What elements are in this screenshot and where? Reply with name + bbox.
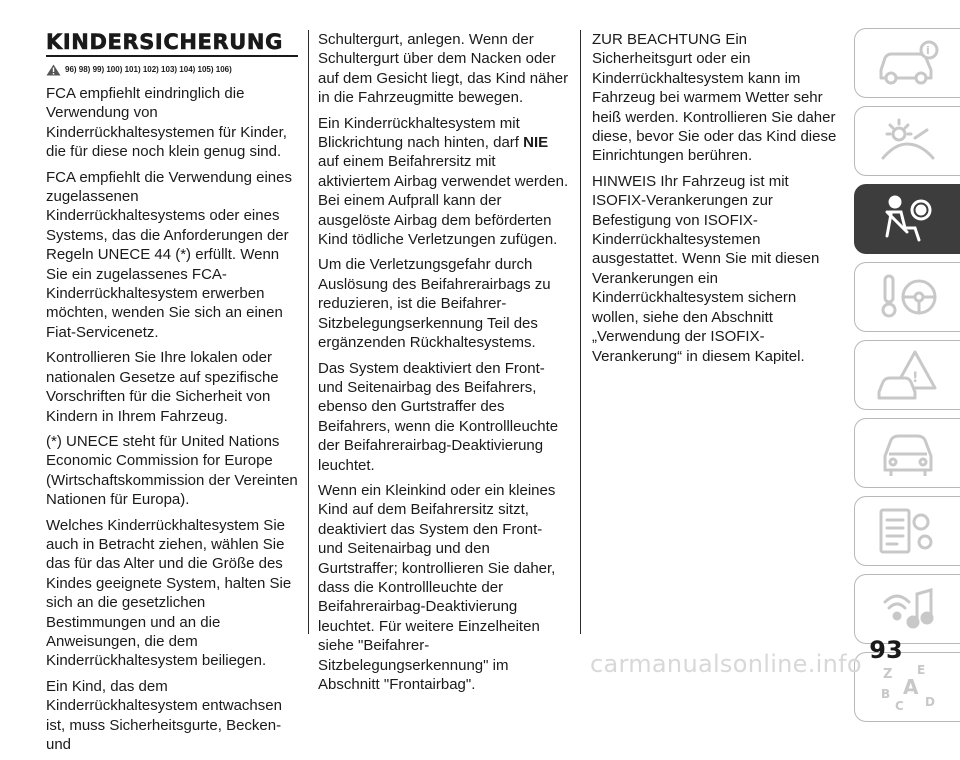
svg-text:i: i (925, 44, 930, 57)
multimedia-music-icon (875, 582, 941, 636)
tab-multimedia[interactable] (854, 574, 960, 644)
column-3 (592, 30, 842, 372)
column-divider (308, 30, 309, 634)
watermark: carmanualsonline.info (590, 650, 862, 678)
tab-starting-driving[interactable] (854, 262, 960, 332)
paragraph: Schultergurt, anlegen. Wenn der Schultergurt über dem Nacken oder auf dem Gesicht liegt, das Kind näher in die Fahrzeugmitte bewegen. (318, 31, 569, 107)
paragraph: Das System deaktiviert den Front- und Seitenairbag des Beifahrers, ebenso den Gurtstraffer des Beifahrers, wenn die Kontrollleuchte der Beifahrerairbag-Deaktivierung leuchtet. (318, 359, 559, 474)
paragraph: HINWEIS Ihr Fahrzeug ist mit ISOFIX-Verankerungen zur Befestigung von ISOFIX-Kinderrückhaltesystemen ausgestattet. Wenn Sie mit diesen Verankerungen ein Kinderrückhaltesystem sichern wollen, siehe den Abschnitt „Verwendung der ISOFIX-Verankerung“ in diesem Kapitel. (592, 172, 820, 365)
paragraph: FCA empfiehlt eindringlich die Verwendung von Kinderrückhaltesystemen für Kinder, die für diese noch klein genug sind. (46, 85, 287, 161)
svg-text:D: D (924, 695, 935, 709)
paragraph: Ein Kind, das dem Kinderrückhaltesystem entwachsen ist, muss Sicherheitsgurte, Becken- und (46, 677, 282, 753)
paragraph: FCA empfiehlt die Verwendung eines zugelassenen Kinderrückhaltesystems oder eines Systems, das die Anforderungen der Regeln UNECE 44 (*) erfüllt. Wenn Sie ein zugelassenes FCA-Kinderrückhaltesystem erwerben möchten, wenden Sie sich an einen Fiat-Servicenetz. (46, 168, 292, 341)
tab-car-info[interactable] (854, 28, 960, 98)
emphasis-never: NIE (523, 134, 549, 152)
alphabet-index-icon (875, 660, 941, 714)
tab-maintenance[interactable] (854, 418, 960, 488)
tab-dashboard-lights[interactable] (854, 106, 960, 176)
paragraph: Kontrollieren Sie Ihre lokalen oder nationalen Gesetze auf spezifische Vorschriften für die Sicherheit von Kindern in Ihrem Fahrzeug. (46, 349, 279, 425)
paragraph: ZUR BEACHTUNG Ein Sicherheitsgurt oder ein Kinderrückhaltesystem kann im Fahrzeug bei warmem Wetter sehr heiß werden. Kontrollieren Sie daher diese, bevor Sie oder das Kind diese Einrichtungen berühren. (592, 31, 837, 165)
paragraph: (*) UNECE steht für United Nations Economic Commission for Europe (Wirtschaftskommission der Vereinten Nationen für Europa). (46, 432, 298, 509)
title-rule (46, 55, 298, 57)
warning-triangle-car-icon (875, 348, 941, 402)
paragraph (318, 114, 571, 250)
airbag-seatbelt-icon (875, 192, 941, 246)
paragraph: Um die Verletzungsgefahr durch Auslösung des Beifahrerairbags zu reduzieren, ist die Beifahrer-Sitzbelegungserkennung Teil des ergänzenden Rückhaltesystems. (318, 256, 551, 352)
column-divider (580, 30, 581, 634)
car-info-icon (875, 36, 941, 90)
svg-text:A: A (902, 675, 918, 699)
column-2 (318, 30, 571, 700)
car-front-icon (875, 426, 941, 480)
page-number: 93 (869, 636, 903, 664)
column-1 (46, 30, 298, 760)
warning-triangle-icon (46, 64, 61, 76)
tab-emergency[interactable] (854, 340, 960, 410)
dashboard-lights-icon (875, 114, 941, 168)
chapter-tabs (854, 28, 960, 730)
paragraph: Wenn ein Kleinkind oder ein kleines Kind auf dem Beifahrersitz sitzt, deaktiviert das System den Front- und Seitenairbag und den Gurtstraffer; kontrollieren Sie daher, dass die Kontrollleuchte der Beifahrerairbag-Deaktivierung leuchtet. Für weitere Einzelheiten siehe "Beifahrer-Sitzbelegungserkennung" im Abschnitt "Frontairbag". (318, 481, 556, 693)
warning-references (46, 64, 298, 76)
reference-numbers: 96) 98) 99) 100) 101) 102) 103) 104) 105) 106) (65, 65, 232, 74)
text-run: Ein Kinderrückhaltesystem mit Blickrichtung nach hinten, darf (318, 114, 524, 152)
checklist-gears-icon (875, 504, 941, 558)
key-steering-wheel-icon (875, 270, 941, 324)
svg-text:!: ! (911, 370, 918, 386)
svg-text:C: C (894, 699, 904, 713)
svg-text:B: B (880, 687, 890, 701)
tab-safety[interactable] (854, 184, 960, 254)
text-run: auf einem Beifahrersitz mit aktiviertem Airbag verwendet werden. Bei einem Aufprall kann der ausgelöste Airbag dem beförderten Kind tödliche Verletzungen zufügen. (318, 153, 569, 249)
tab-technical-data[interactable] (854, 496, 960, 566)
paragraph: Welches Kinderrückhaltesystem Sie auch in Betracht ziehen, wählen Sie das für das Alter und die Größe des Kindes geeignete System, halten Sie sich an die gesetzlichen Bestimmungen und an die Anweisungen, die dem Kinderrückhaltesystem beiliegen. (46, 516, 292, 670)
section-title: KINDERSICHERUNG (46, 30, 283, 54)
svg-text:E: E (916, 663, 925, 677)
svg-text:Z: Z (882, 667, 892, 682)
